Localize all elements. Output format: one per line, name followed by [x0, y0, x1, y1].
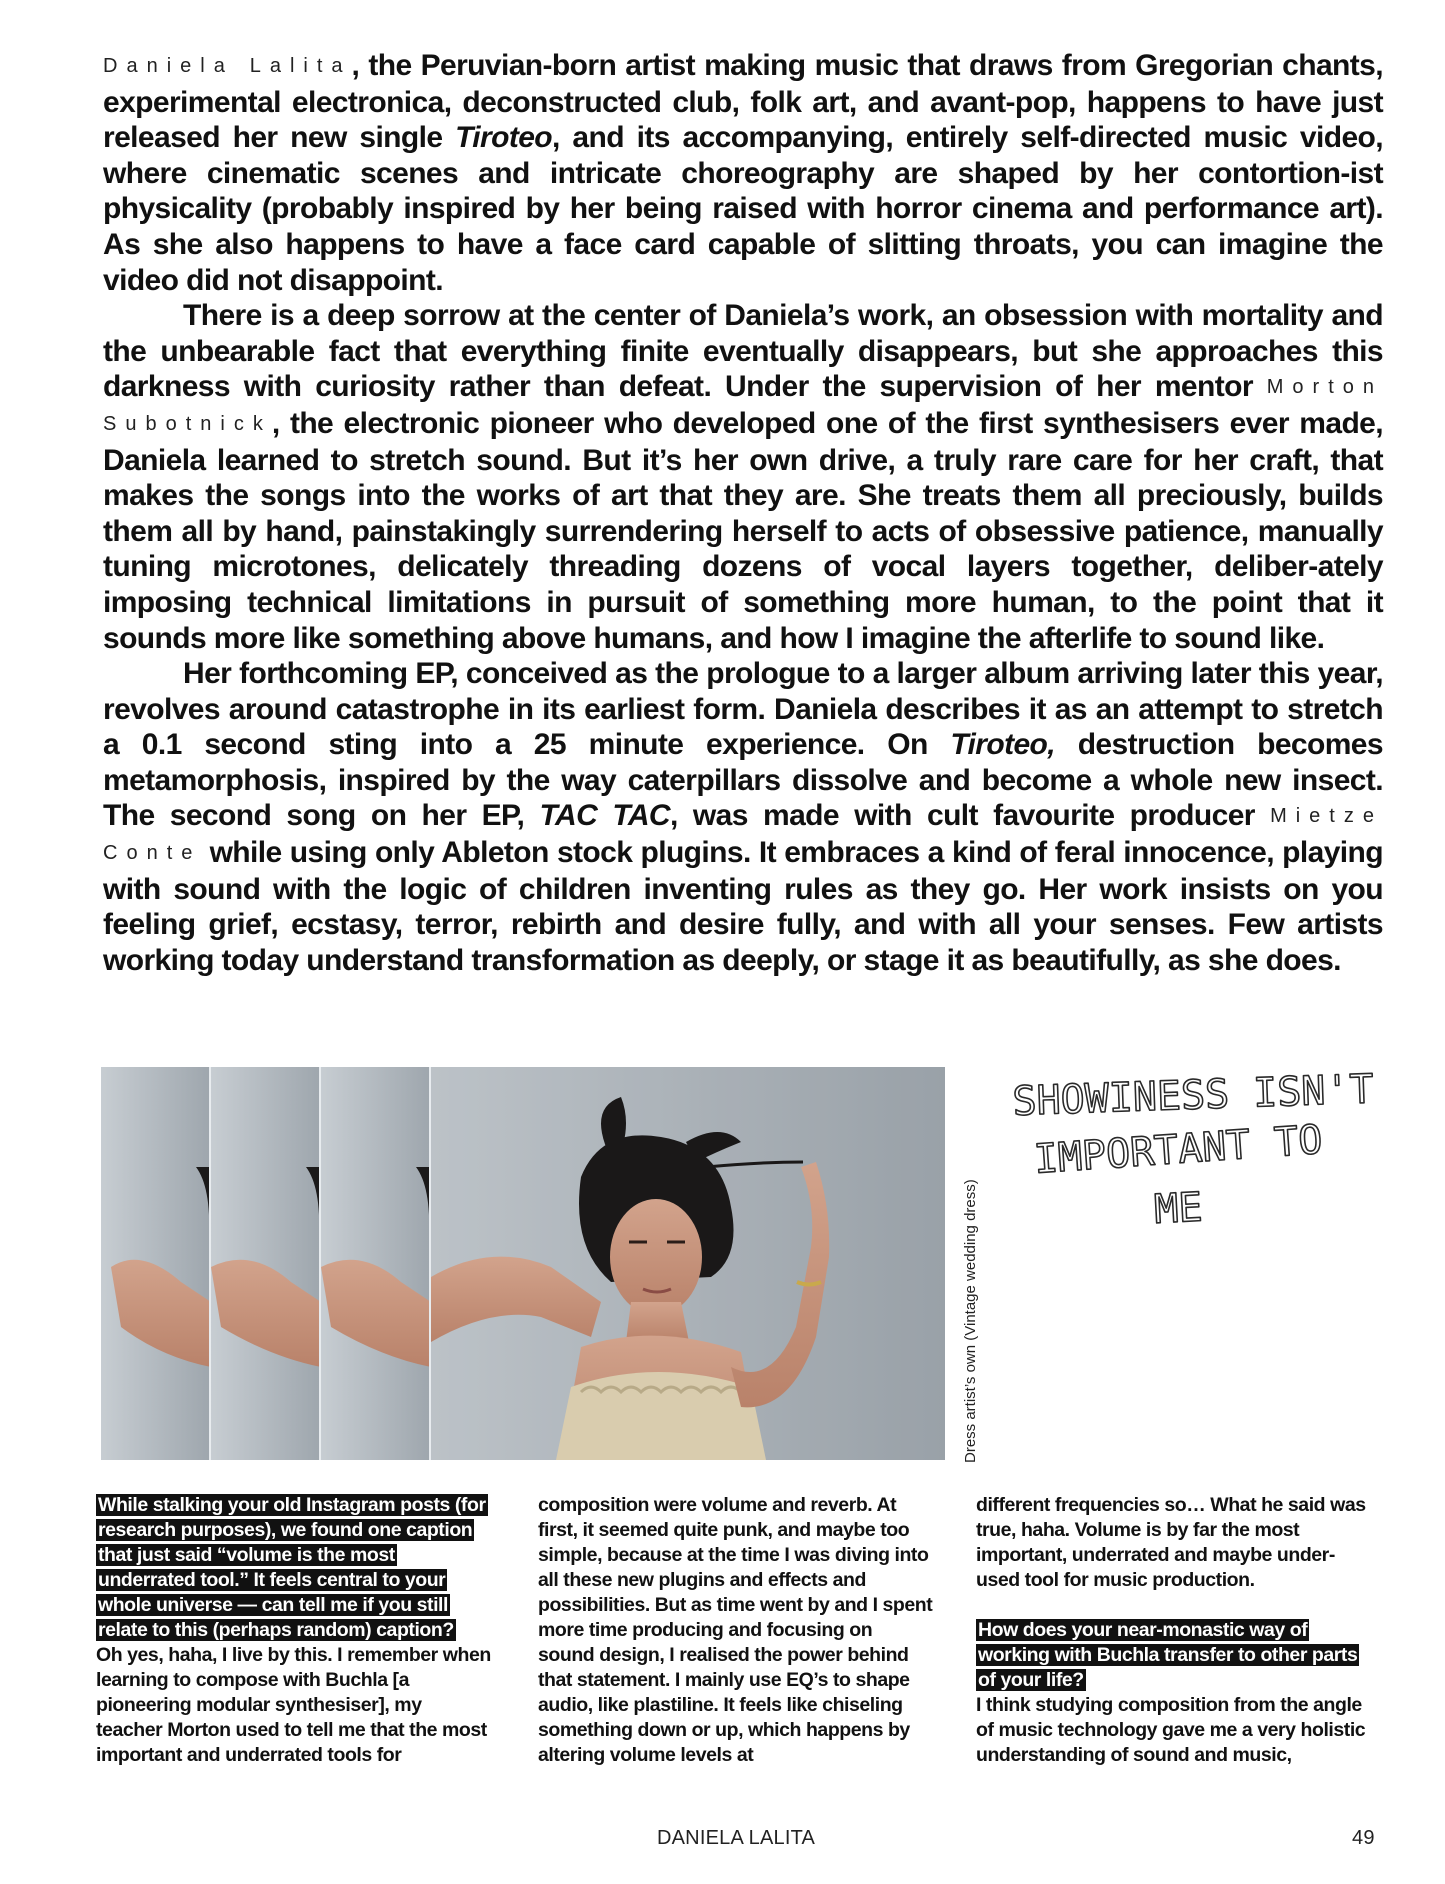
producer-name: Mietze Conte: [103, 805, 1383, 865]
question-1: While stalking your old Instagram posts (for research purposes), we found one caption that just said “volume is the most underrated tool.” It feels central to your whole universe — can tell me if you still relate to this (perhaps random) caption?: [98, 1494, 486, 1641]
artist-name: Daniela Lalita: [103, 55, 352, 77]
running-title: DANIELA LALITA: [657, 1827, 816, 1849]
answer-1-part-1: Oh yes, haha, I live by this. I remember when learning to compose with Buchla [a pioneering modular synthesiser], my teacher Morton used to tell me that the most important and underrated tools for: [96, 1644, 491, 1766]
intro-article: [103, 48, 1383, 978]
handwriting-line-2: IMPORTANT TO: [1032, 1116, 1324, 1183]
interview-column-1: [96, 1493, 491, 1768]
intro-paragraph-3: Her forthcoming EP, conceived as the prologue to a larger album arriving later this year, revolves around catastrophe in its earliest form. Daniela describes it as an attempt to stretch a 0.1 second sting into a 25 minute experience. On Tiroteo, destruction becomes metamorphosis, inspired by the way caterpillars dissolve and become a whole new insect. The second song on her EP, TAC TAC, was made with cult favourite producer Mietze Conte while using only Ableton stock plugins. It embraces a kind of feral innocence, playing with sound with the logic of children inventing rules as they go. Her work insists on you feeling grief, ecstasy, terror, rebirth and desire fully, and with all your senses. Few artists working today understand transformation as deeply, or stage it as beautifully, as she does.: [103, 657, 1383, 977]
single-title: Tiroteo,: [950, 728, 1056, 762]
answer-1-part-3: different frequencies so… What he said was true, haha. Volume is by far the most important, underrated and maybe under-used tool for music production.: [976, 1494, 1366, 1591]
song-title: TAC TAC: [539, 799, 670, 833]
answer-2: I think studying composition from the angle of music technology gave me a very holistic understanding of sound and music,: [976, 1694, 1366, 1766]
single-title: Tiroteo: [455, 121, 553, 155]
intro-paragraph-2: There is a deep sorrow at the center of Daniela’s work, an obsession with mortality and the unbearable fact that everything finite eventually disappears, but she approaches this darkness with curiosity rather than defeat. Under the supervision of her mentor Morton Subotnick, the electronic pioneer who developed one of the first synthesisers ever made, Daniela learned to stretch sound. But it’s her own drive, a truly rare care for her craft, that makes the songs into the works of art that they are. She treats them all preciously, builds them all by hand, painstakingly surrendering herself to acts of obsessive patience, manually tuning microtones, delicately threading dozens of vocal layers together, deliber-ately imposing technical limitations in pursuit of something more human, to the point that it sounds more like something above humans, and how I imagine the afterlife to sound like.: [103, 299, 1383, 655]
answer-1-part-2: composition were volume and reverb. At first, it seemed quite punk, and maybe too simple, because at the time I was diving into all these new plugins and effects and possibilities. But as time went by and I spent more time producing and focusing on sound design, I realised the power behind that statement. I mainly use EQ’s to shape audio, like plastiline. It feels like chiseling something down or up, which happens by altering volume levels at: [538, 1494, 933, 1766]
photo-credit: Dress artist’s own (Vintage wedding dress): [962, 1179, 979, 1463]
handwritten-quote: [1005, 1063, 1385, 1243]
handwriting-line-3: ME: [1153, 1184, 1204, 1233]
handwriting-line-1: SHOWINESS ISN'T: [1011, 1066, 1375, 1125]
question-2: How does your near-monastic way of working with Buchla transfer to other parts of your life?: [978, 1619, 1358, 1691]
interview-column-2: [538, 1493, 933, 1768]
interview-column-3: [976, 1493, 1371, 1768]
intro-paragraph-1: Daniela Lalita, the Peruvian-born artist making music that draws from Gregorian chants, experimental electronica, deconstructed club, folk art, and avant-pop, happens to have just released her new single Tiroteo, and its accompanying, entirely self-directed music video, where cinematic scenes and intricate choreography are shaped by her contortion-ist physicality (probably inspired by her being raised with horror cinema and performance art). As she also happens to have a face card capable of slitting throats, you can imagine the video did not disappoint.: [103, 49, 1383, 297]
artist-photo: [101, 1067, 945, 1460]
mentor-name: Morton Subotnick: [103, 376, 1383, 435]
page-number: 49: [1352, 1827, 1375, 1849]
